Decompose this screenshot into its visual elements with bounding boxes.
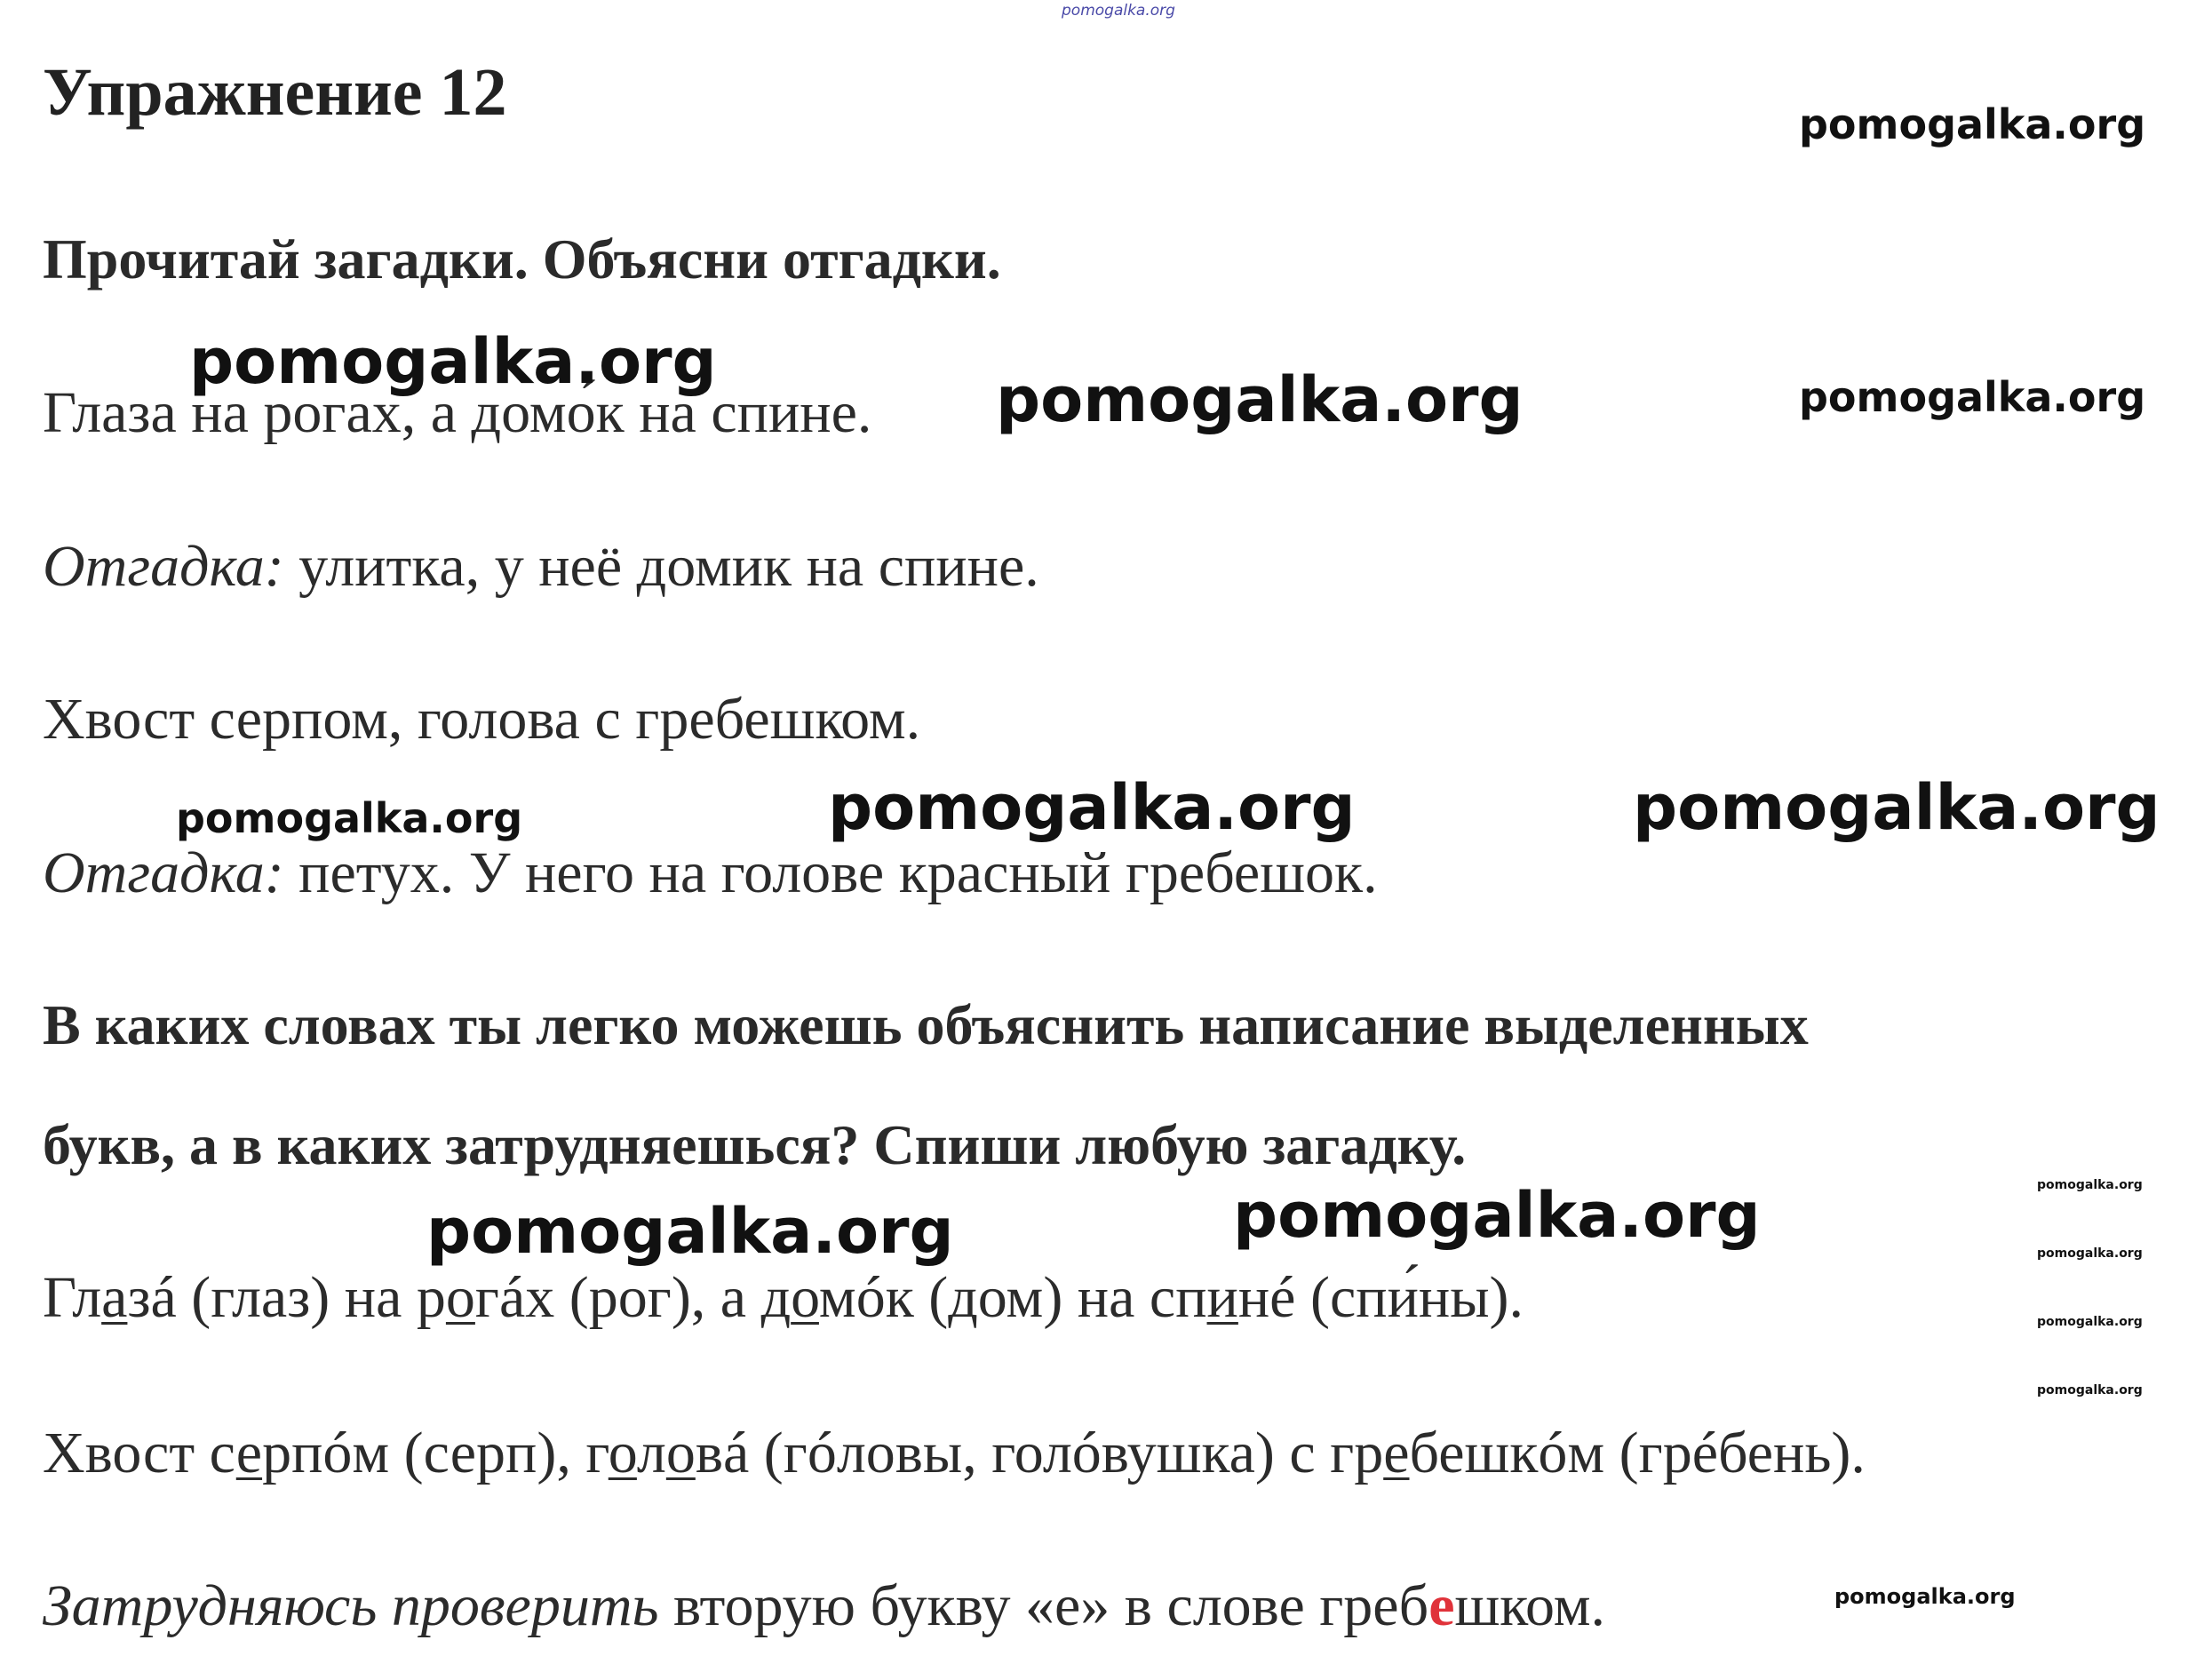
answer-2-text: петух. У него на голове красный гребешок. [283, 840, 1378, 905]
text-part: л [636, 1421, 666, 1485]
solution-riddle-1 [43, 1265, 1524, 1330]
underlined-letter: о [445, 1265, 475, 1330]
watermark: pomogalka.org [2037, 1315, 2143, 1329]
watermark: pomogalka.org [1799, 100, 2146, 148]
text-part: вторую букву «е» в слове греб [658, 1573, 1429, 1638]
underlined-letter: а [101, 1265, 128, 1330]
text-part: шком. [1454, 1573, 1606, 1638]
text-part: вá (гóловы, голóвушка) с гр [695, 1421, 1384, 1485]
underlined-letter: и [1206, 1265, 1238, 1330]
solution-riddle-2 [43, 1421, 1866, 1485]
watermark: pomogalka.org [189, 325, 717, 398]
highlighted-letter: е [1428, 1573, 1455, 1638]
task-question-line-2: букв, а в каких затрудняешься? Спиши любую загадку. [43, 1113, 1467, 1176]
watermark: pomogalka.org [996, 363, 1524, 436]
text-part: бешкóм (грéбень). [1409, 1421, 1866, 1485]
underlined-letter: о [791, 1265, 819, 1330]
watermark-top: pomogalka.org [1062, 2, 1175, 20]
riddle-1: Глаза на рогах, а домо́к на спине. [43, 380, 872, 445]
text-part: рпóм (серп), г [262, 1421, 609, 1485]
answer-label: Отгадка: [43, 534, 284, 599]
text-part: нé (спи́ны). [1237, 1265, 1524, 1330]
task-question-line-1: В каких словах ты легко можешь объяснить написание выделенных [43, 993, 1809, 1056]
text-part: Хвост с [43, 1421, 236, 1485]
underlined-letter: е [1383, 1421, 1410, 1485]
watermark: pomogalka.org [176, 794, 523, 842]
watermark: pomogalka.org [2037, 1383, 2143, 1397]
text-part: Гл [43, 1265, 102, 1330]
watermark: pomogalka.org [1799, 373, 2146, 421]
watermark: pomogalka.org [1834, 1584, 2016, 1609]
answer-1-text: улитка, у неё домик на спине. [283, 534, 1039, 599]
watermark: pomogalka.org [1633, 771, 2160, 844]
watermark: pomogalka.org [2037, 1178, 2143, 1192]
watermark: pomogalka.org [1233, 1179, 1761, 1252]
underlined-letter: е [235, 1421, 263, 1485]
answer-2 [43, 840, 1378, 905]
watermark: pomogalka.org [828, 771, 1356, 844]
task-instruction: Прочитай загадки. Объясни отгадки. [43, 227, 1001, 291]
text-part: гáх (рог), а д [474, 1265, 792, 1330]
text-part: зá (глаз) на р [127, 1265, 446, 1330]
conclusion [43, 1573, 1606, 1638]
watermark: pomogalka.org [2037, 1246, 2143, 1261]
underlined-letter: о [608, 1421, 637, 1485]
exercise-title: Упражнение 12 [43, 55, 507, 130]
answer-label: Отгадка: [43, 840, 284, 905]
watermark: pomogalka.org [426, 1195, 954, 1268]
answer-1 [43, 534, 1039, 599]
riddle-2: Хвост серпом, голова с гребешком. [43, 687, 921, 752]
text-part: мóк (дом) на сп [818, 1265, 1207, 1330]
conclusion-italic: Затрудняюсь проверить [43, 1573, 659, 1638]
underlined-letter: о [665, 1421, 696, 1485]
